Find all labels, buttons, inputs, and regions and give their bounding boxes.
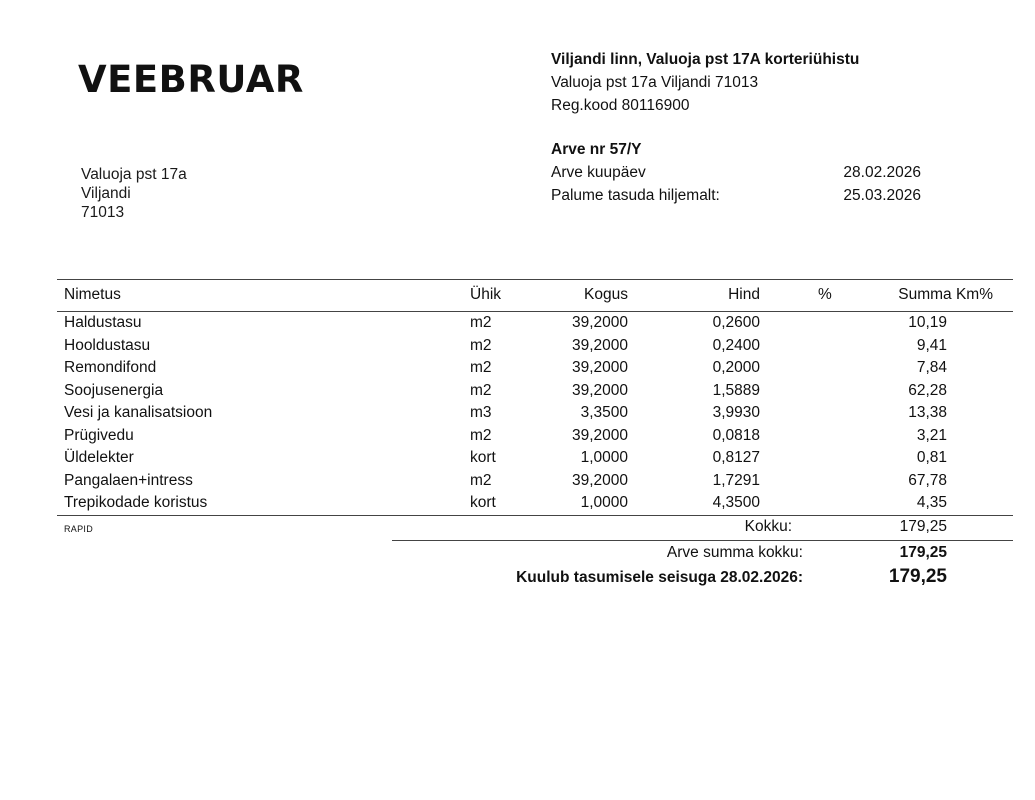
table-top-rule [57,279,1013,280]
cell-name: Pangalaen+intress [64,471,193,489]
cell-qty: 1,0000 [580,494,628,511]
cell-unit: m2 [470,381,492,399]
cell-name: Soojusenergia [64,381,164,399]
cell-sum: 7,84 [916,359,947,376]
recipient-postal: 71013 [81,204,125,221]
cell-qty: 39,2000 [571,314,628,331]
kokku-value: 179,25 [899,518,947,535]
kuulub-value: 179,25 [888,566,947,587]
invoice-due-value: 25.03.2026 [843,187,921,204]
invoice-due-row [551,184,926,207]
cell-qty: 39,2000 [571,381,628,399]
cell-name: Hooldustasu [64,336,151,354]
cell-sum: 10,19 [908,314,947,331]
kokku-label: Kokku: [744,518,792,535]
cell-unit: m2 [470,314,492,331]
invoice-block [551,138,926,207]
cell-unit: m2 [470,426,492,444]
recipient-city: Viljandi [81,185,131,202]
cell-sum: 9,41 [916,336,947,354]
cell-qty: 39,2000 [571,426,628,444]
cell-unit: m2 [470,359,492,376]
cell-sum: 3,21 [916,426,947,444]
company-reg: Reg.kood 80116900 [551,97,690,114]
cell-qty: 39,2000 [571,336,628,354]
company-address: Valuoja pst 17a Viljandi 71013 [551,74,759,91]
cell-unit: kort [470,494,496,511]
cell-name: Haldustasu [64,314,142,331]
arve-summa-value: 179,25 [899,544,947,561]
invoice-date-label: Arve kuupäev [551,164,646,181]
cell-qty: 39,2000 [571,359,628,376]
col-header-name: Nimetus [64,286,121,303]
invoice-number: Arve nr 57/Y [551,141,642,158]
month-title: VEEBRUAR [78,58,304,101]
invoice-date-row [551,161,926,184]
cell-qty: 3,3500 [580,404,628,421]
cell-name: Vesi ja kanalisatsioon [64,404,213,421]
total-rule [392,540,1013,541]
arve-summa-label: Arve summa kokku: [666,544,803,561]
kuulub-label: Kuulub tasumisele seisuga 28.02.2026: [516,569,803,586]
col-header-price: Hind [728,286,760,303]
cell-price: 3,9930 [712,404,760,421]
cell-price: 0,8127 [712,449,760,466]
invoice-due-label: Palume tasuda hiljemalt: [551,187,720,204]
table-bottom-rule [57,515,1013,516]
cell-unit: m2 [470,471,492,489]
col-header-unit: Ühik [470,286,502,303]
cell-qty: 39,2000 [571,471,628,489]
company-name: Viljandi linn, Valuoja pst 17A korteriühistu [551,51,860,68]
cell-price: 0,2000 [712,359,760,376]
invoice-date-value: 28.02.2026 [843,164,921,181]
table-header-rule [57,311,1013,312]
cell-unit: kort [470,449,496,466]
cell-name: Prügivedu [64,426,134,444]
cell-name: Üldelekter [64,449,134,466]
col-header-qty: Kogus [584,286,628,303]
cell-sum: 0,81 [916,449,947,466]
col-header-pct: % [818,286,832,303]
cell-unit: m3 [470,404,492,421]
cell-price: 0,0818 [712,426,760,444]
col-header-sum: Summa Km% [898,286,993,303]
cell-name: Trepikodade koristus [64,494,208,511]
cell-price: 4,3500 [712,494,760,511]
cell-price: 1,5889 [712,381,760,399]
rapid-label: RAPID [64,524,94,534]
recipient-street: Valuoja pst 17a [81,166,187,183]
cell-sum: 62,28 [908,381,947,399]
cell-qty: 1,0000 [580,449,628,466]
cell-unit: m2 [470,336,492,354]
cell-price: 0,2600 [712,314,760,331]
cell-sum: 13,38 [908,404,947,421]
cell-sum: 67,78 [908,471,947,489]
cell-name: Remondifond [64,359,157,376]
cell-price: 0,2400 [712,336,760,354]
cell-sum: 4,35 [916,494,947,511]
cell-price: 1,7291 [712,471,760,489]
company-block [551,48,859,117]
